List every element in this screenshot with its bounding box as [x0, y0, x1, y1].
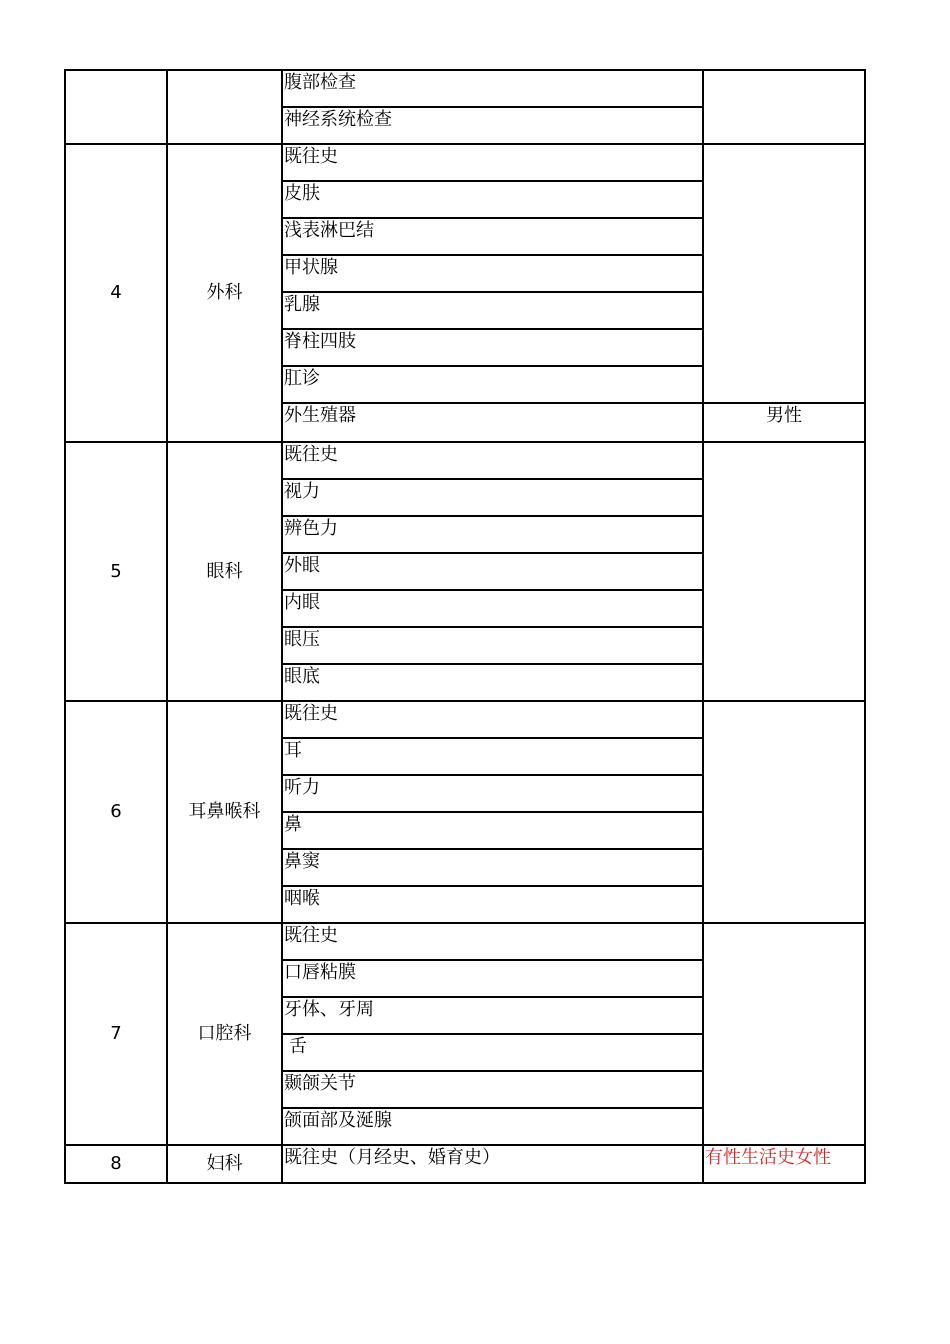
exam-item-cell: 皮肤 — [282, 181, 703, 218]
exam-item-cell: 浅表淋巴结 — [282, 218, 703, 255]
note-cell — [703, 701, 865, 923]
exam-item-cell: 腹部检查 — [282, 70, 703, 107]
note-cell — [703, 144, 865, 403]
number-cell: 8 — [65, 1145, 167, 1183]
exam-item-cell: 脊柱四肢 — [282, 329, 703, 366]
exam-item-cell: 外眼 — [282, 553, 703, 590]
exam-item-cell: 神经系统检查 — [282, 107, 703, 144]
department-cell: 耳鼻喉科 — [167, 701, 282, 923]
table-row — [65, 144, 865, 181]
exam-item-cell: 鼻 — [282, 812, 703, 849]
department-cell: 妇科 — [167, 1145, 282, 1183]
department-cell: 口腔科 — [167, 923, 282, 1145]
table-row — [65, 442, 865, 479]
note-female-cell: 有性生活史女性 — [703, 1145, 865, 1183]
exam-item-cell: 既往史（月经史、婚育史） — [282, 1145, 703, 1183]
exam-item-cell: 舌 — [282, 1034, 703, 1071]
table-row — [65, 701, 865, 738]
exam-item-cell: 牙体、牙周 — [282, 997, 703, 1034]
note-cell — [703, 442, 865, 701]
number-cell: 4 — [65, 144, 167, 442]
exam-item-cell: 耳 — [282, 738, 703, 775]
number-cell — [65, 70, 167, 144]
table-row — [65, 923, 865, 960]
note-cell — [703, 923, 865, 1145]
exam-item-cell: 口唇粘膜 — [282, 960, 703, 997]
exam-items-table — [64, 69, 866, 1184]
exam-item-cell: 肛诊 — [282, 366, 703, 403]
exam-item-cell: 视力 — [282, 479, 703, 516]
number-cell: 7 — [65, 923, 167, 1145]
exam-item-cell: 乳腺 — [282, 292, 703, 329]
exam-item-cell: 既往史 — [282, 701, 703, 738]
exam-item-cell: 外生殖器 — [282, 403, 703, 442]
exam-item-cell: 既往史 — [282, 442, 703, 479]
department-cell: 外科 — [167, 144, 282, 442]
exam-item-cell: 甲状腺 — [282, 255, 703, 292]
exam-item-cell: 听力 — [282, 775, 703, 812]
exam-item-cell: 辨色力 — [282, 516, 703, 553]
department-cell — [167, 70, 282, 144]
exam-item-cell: 内眼 — [282, 590, 703, 627]
number-cell: 6 — [65, 701, 167, 923]
exam-item-cell: 眼底 — [282, 664, 703, 701]
table-row — [65, 1145, 865, 1183]
exam-item-cell: 鼻窦 — [282, 849, 703, 886]
exam-item-cell: 咽喉 — [282, 886, 703, 923]
exam-item-cell: 既往史 — [282, 144, 703, 181]
exam-item-cell: 既往史 — [282, 923, 703, 960]
exam-item-cell: 颌面部及涎腺 — [282, 1108, 703, 1145]
exam-item-cell: 颞颌关节 — [282, 1071, 703, 1108]
department-cell: 眼科 — [167, 442, 282, 701]
exam-item-cell: 眼压 — [282, 627, 703, 664]
number-cell: 5 — [65, 442, 167, 701]
note-male-cell: 男性 — [703, 403, 865, 442]
table-row — [65, 70, 865, 107]
note-cell — [703, 70, 865, 144]
